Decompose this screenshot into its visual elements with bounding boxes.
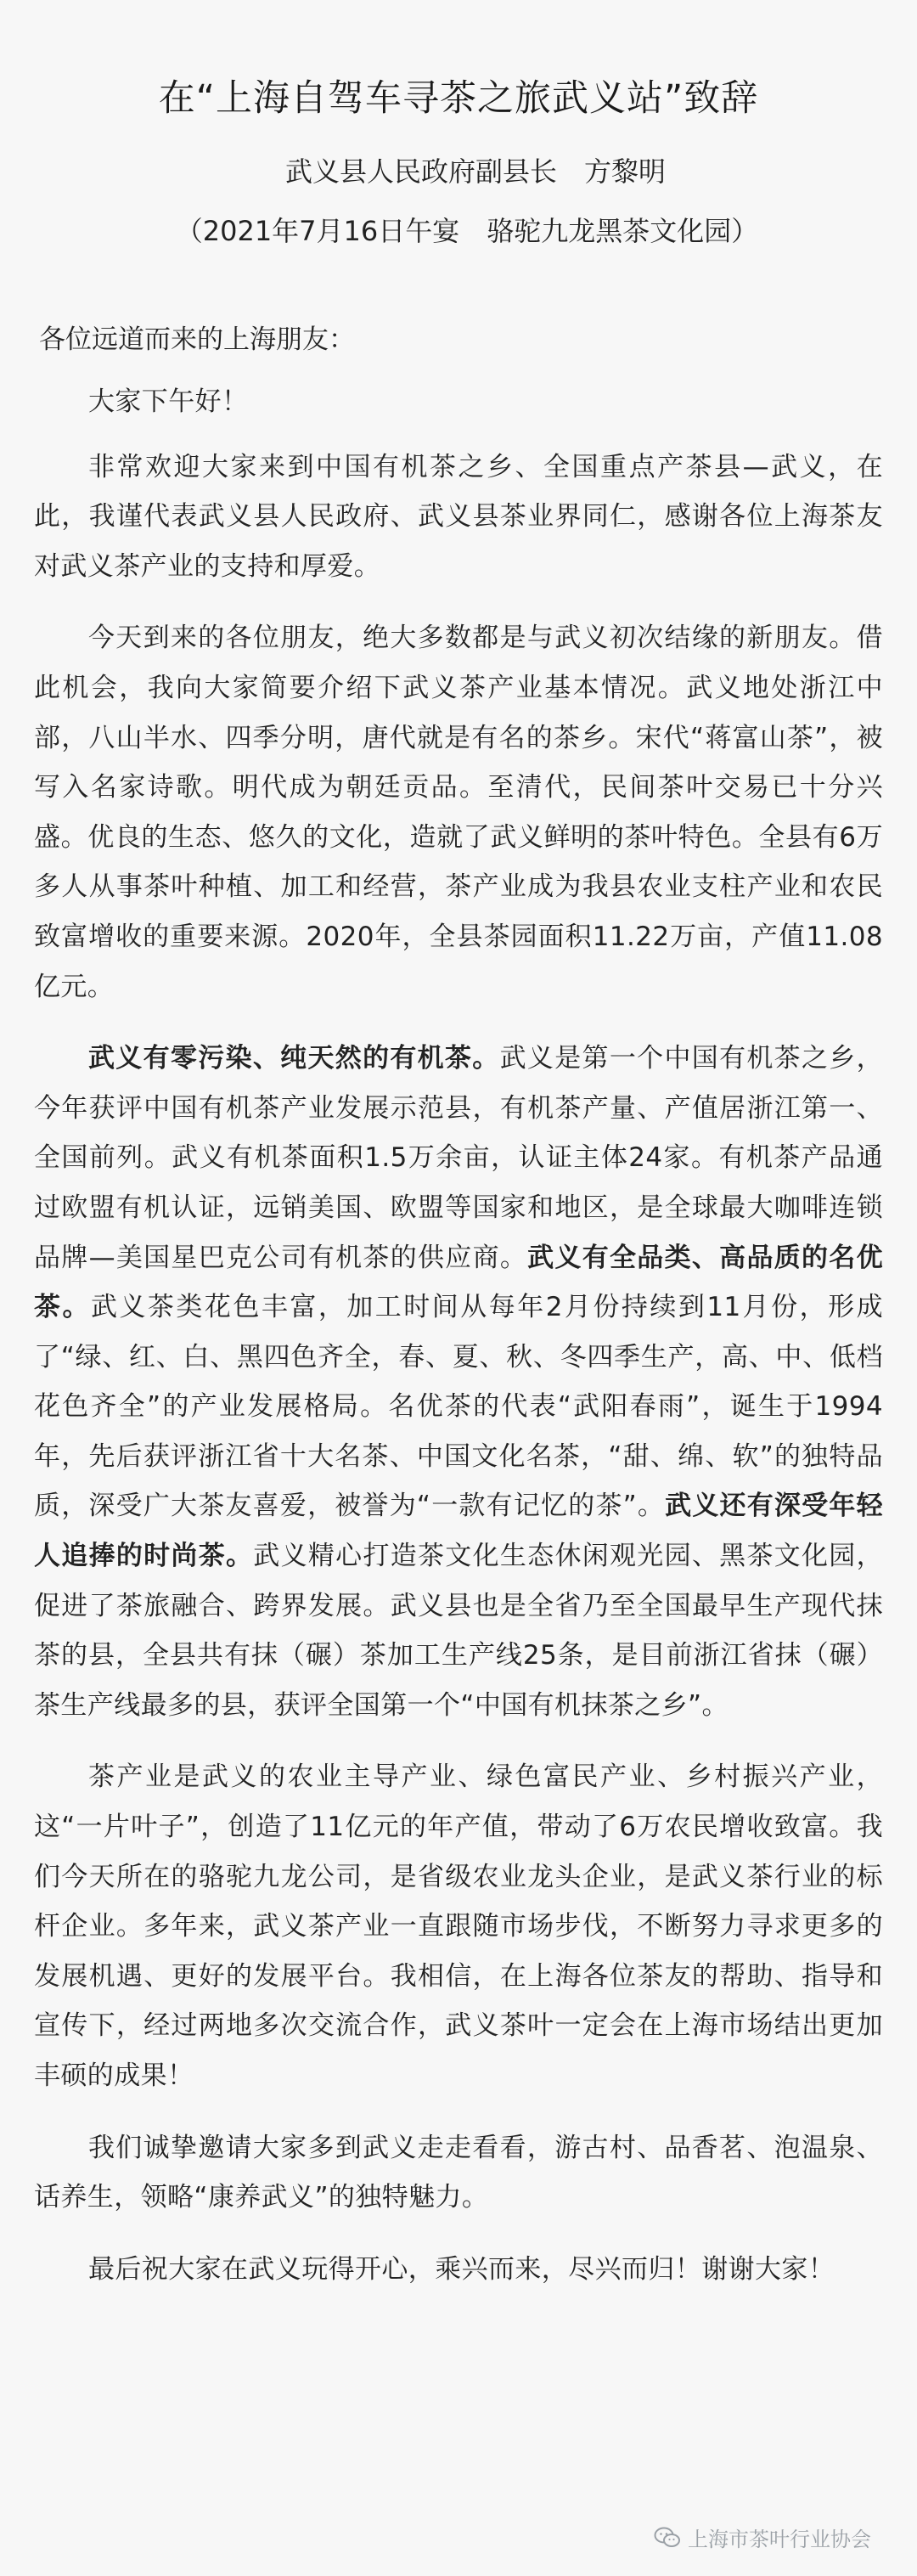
author-line: 武义县人民政府副县长 方黎明 [284,155,666,188]
occasion-line: （2021年7月16日午宴 骆驼九龙黑茶文化园） [175,215,759,247]
document-title: 在“上海自驾车寻茶之旅武义站”致辞 [158,77,759,120]
text-premium-tea: 武义茶类花色丰富，加工时间从每年2月份持续到11月份，形成了“绿、红、白、黑四色齐全，春、夏、秋、冬四季生产，高、中、低档花色齐全”的产业发展格局。名优茶的代表“武阳春雨”，诞生于1994年，先后获评浙江省十大名茶、中国文化名茶，“甜、绵、软”的独特品质，深受广大茶友喜爱，被誉为“一款有记忆的茶”。 [34,1292,883,1522]
paragraph-invitation: 我们诚挚邀请大家多到武义走走看看，游古村、品香茗、泡温泉、话养生，领略“康养武义”的独特魅力。 [34,2132,883,2213]
bold-premium-tea: 武义有全品类、高品质的名优茶。 [34,1242,883,1323]
paragraph-welcome: 非常欢迎大家来到中国有机茶之乡、全国重点产茶县—武义，在此，我谨代表武义县人民政府、武义县茶业界同仁，感谢各位上海茶友对武义茶产业的支持和厚爱。 [34,451,883,582]
salutation: 各位远道而来的上海朋友： [39,324,355,355]
greeting: 大家下午好！ [88,386,249,417]
wechat-icon [654,2526,681,2550]
text-fashion-tea: 武义精心打造茶文化生态休闲观光园、黑茶文化园，促进了茶旅融合、跨界发展。武义县也是全省乃至全国最早生产现代抹茶的县，全县共有抹（碾）茶加工生产线25条，是目前浙江省抹（碾）茶生产线最多的县，获评全国第一个“中国有机抹茶之乡”。 [34,1541,883,1721]
text-organic-tea: 武义是第一个中国有机茶之乡，今年获评中国有机茶产业发展示范县，有机茶产量、产值居浙江第一、全国前列。武义有机茶面积1.5万余亩，认证主体24家。有机茶产品通过欧盟有机认证，远销美国、欧盟等国家和地区，是全球最大咖啡连锁品牌—美国星巴克公司有机茶的供应商。 [34,1043,883,1273]
paragraph-overview: 今天到来的各位朋友，绝大多数都是与武义初次结缘的新朋友。借此机会，我向大家简要介绍下武义茶产业基本情况。武义地处浙江中部，八山半水、四季分明，唐代就是有名的茶乡。宋代“蒋富山茶”，被写入名家诗歌。明代成为朝廷贡品。至清代，民间茶叶交易已十分兴盛。优良的生态、悠久的文化，造就了武义鲜明的茶叶特色。全县有6万多人从事茶叶种植、加工和经营，茶产业成为我县农业支柱产业和农民致富增收的重要来源。2020年，全县茶园面积11.22万亩，产值11.08亿元。 [34,623,883,1002]
watermark-text: 上海市茶叶行业协会 [688,2528,871,2551]
paragraph-closing: 最后祝大家在武义玩得开心，乘兴而来，尽兴而归！谢谢大家！ [88,2253,835,2285]
paragraph-industry: 茶产业是武义的农业主导产业、绿色富民产业、乡村振兴产业，这“一片叶子”，创造了11亿元的年产值，带动了6万农民增收致富。我们今天所在的骆驼九龙公司，是省级农业龙头企业，是武义茶行业的标杆企业。多年来，武义茶产业一直跟随市场步伐，不断努力寻求更多的发展机遇、更好的发展平台。我相信，在上海各位茶友的帮助、指导和宣传下，经过两地多次交流合作，武义茶叶一定会在上海市场结出更加丰硕的成果！ [34,1761,883,2091]
paragraph-features [34,1034,883,1730]
bold-organic-tea: 武义有零污染、纯天然的有机茶。 [88,1043,500,1074]
bold-fashion-tea: 武义还有深受年轻人追捧的时尚茶。 [34,1491,884,1572]
watermark [654,2522,871,2552]
